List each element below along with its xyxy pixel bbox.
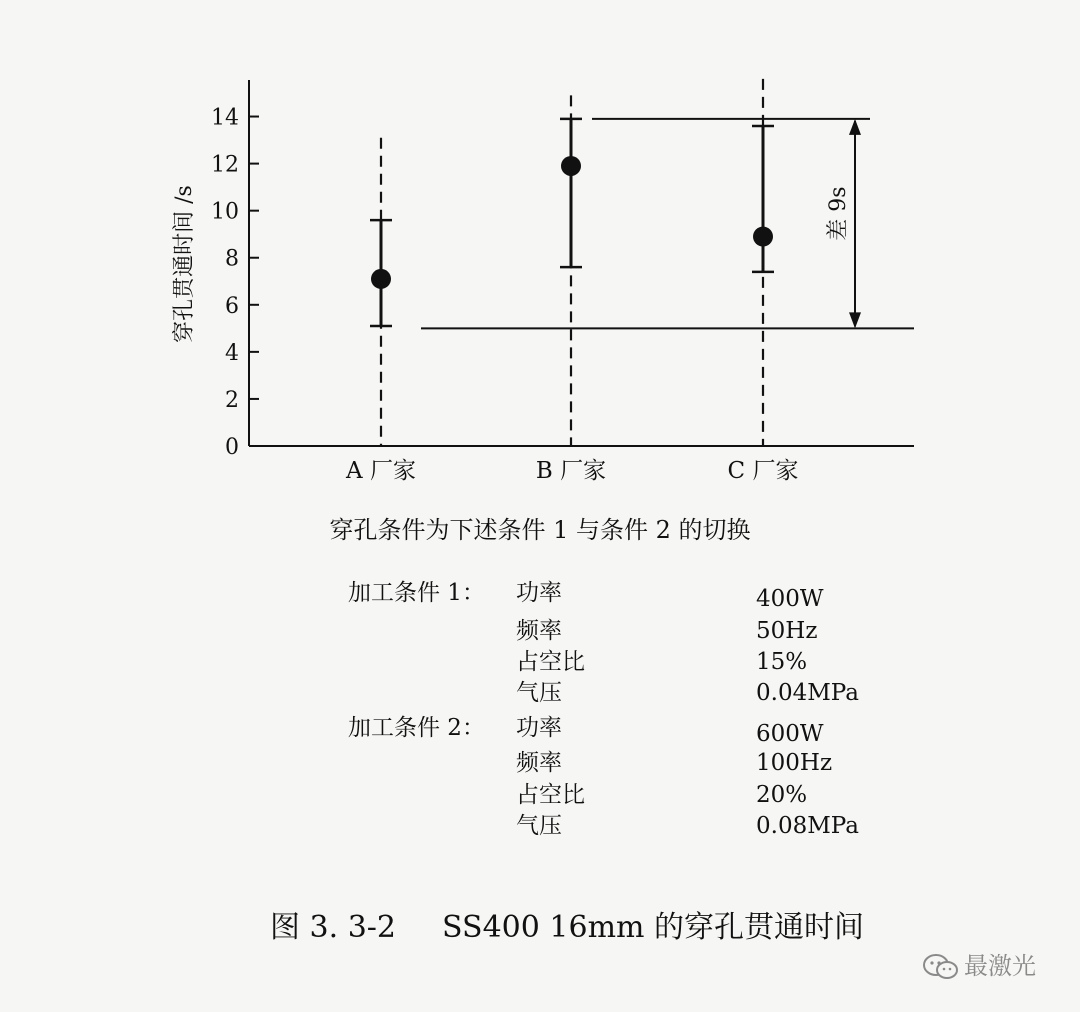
series — [370, 79, 774, 446]
x-tick-label: B 厂家 — [535, 458, 607, 484]
param-name: 频率 — [516, 750, 562, 776]
param-value: 50Hz — [756, 618, 818, 644]
y-tick-label: 6 — [225, 293, 239, 319]
mean-point — [753, 227, 773, 247]
condition-2-label: 加工条件 2： — [348, 715, 485, 741]
param-value: 400W — [756, 586, 824, 612]
y-tick-label: 10 — [211, 199, 239, 225]
watermark — [922, 946, 1036, 986]
chart-subtitle: 穿孔条件为下述条件 1 与条件 2 的切换 — [329, 516, 751, 544]
condition-1-label: 加工条件 1： — [348, 580, 485, 606]
axes — [211, 80, 914, 484]
figure-number: 图 3. 3-2 — [270, 910, 397, 945]
mean-point — [561, 156, 581, 176]
y-tick-label: 0 — [225, 435, 239, 460]
param-name: 气压 — [516, 813, 562, 839]
param-value: 600W — [756, 721, 824, 747]
difference-label: 差 9s — [826, 186, 851, 241]
y-tick-label: 8 — [225, 246, 239, 272]
param-name: 气压 — [516, 680, 562, 706]
param-value: 20% — [756, 782, 808, 808]
y-tick-label: 14 — [211, 105, 239, 131]
figure-title: SS400 16mm 的穿孔贯通时间 — [442, 910, 864, 945]
param-name: 占空比 — [516, 649, 585, 675]
param-value: 100Hz — [756, 750, 833, 776]
y-axis-label: 穿孔贯通时间 /s — [172, 185, 197, 343]
error-bar-0 — [370, 138, 392, 446]
error-bar-2 — [752, 79, 774, 446]
arrow-head-up — [849, 119, 861, 135]
arrow-head-down — [849, 312, 861, 328]
figure-caption — [270, 906, 864, 950]
annotation — [826, 119, 861, 328]
param-name: 频率 — [516, 618, 562, 644]
watermark-text: 最激光 — [964, 952, 1036, 980]
param-value: 0.04MPa — [756, 680, 859, 706]
param-name: 功率 — [516, 580, 562, 606]
y-tick-label: 12 — [211, 152, 239, 178]
param-value: 15% — [756, 649, 808, 675]
wechat-icon — [922, 953, 960, 981]
param-name: 占空比 — [516, 782, 585, 808]
param-value: 0.08MPa — [756, 813, 859, 839]
y-tick-label: 4 — [225, 340, 239, 366]
mean-point — [371, 269, 391, 289]
x-tick-label: C 厂家 — [727, 458, 799, 484]
y-tick-label: 2 — [225, 387, 239, 413]
x-tick-label: A 厂家 — [346, 458, 416, 484]
error-bar-chart — [0, 0, 1080, 500]
error-bar-1 — [560, 95, 582, 446]
param-name: 功率 — [516, 715, 562, 741]
